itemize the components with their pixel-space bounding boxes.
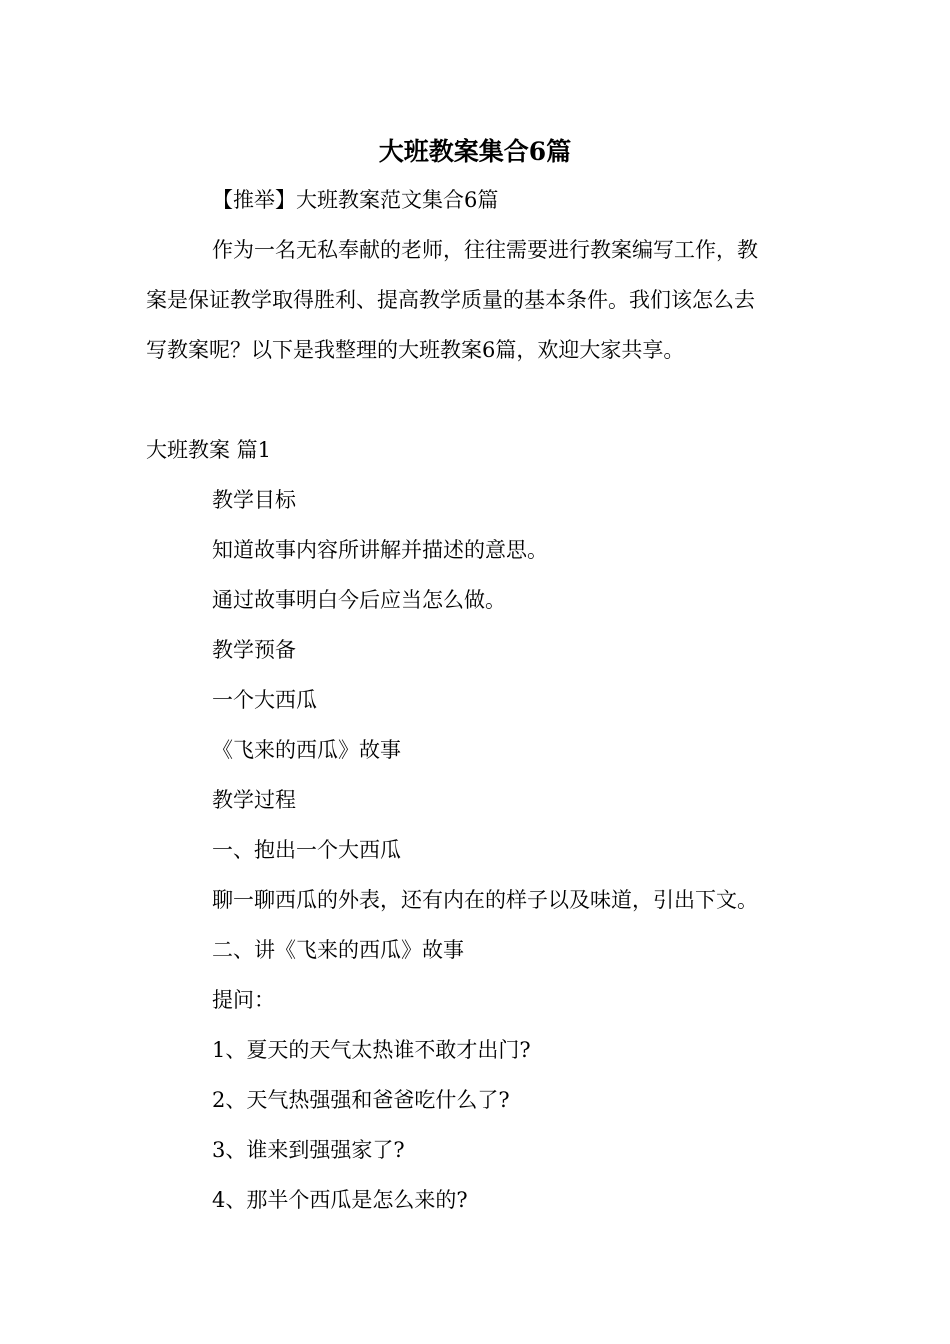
section-heading: 大班教案 篇1 <box>146 438 272 462</box>
body-line: 教学过程 <box>212 788 296 812</box>
intro-line-3: 写教案呢？以下是我整理的大班教案6篇，欢迎大家共享。 <box>146 338 685 362</box>
document-subtitle: 【推举】大班教案范文集合6篇 <box>212 188 499 212</box>
body-line: 2、天气热强强和爸爸吃什么了? <box>212 1088 510 1112</box>
body-line: 聊一聊西瓜的外表，还有内在的样子以及味道，引出下文。 <box>212 888 758 912</box>
body-line: 知道故事内容所讲解并描述的意思。 <box>212 538 548 562</box>
intro-line-2: 案是保证教学取得胜利、提高教学质量的基本条件。我们该怎么去 <box>146 288 755 312</box>
body-line: 教学目标 <box>212 488 296 512</box>
document-title: 大班教案集合6篇 <box>378 137 572 166</box>
body-line: 一、抱出一个大西瓜 <box>212 838 401 862</box>
body-line: 1、夏天的天气太热谁不敢才出门? <box>212 1038 531 1062</box>
body-line: 4、那半个西瓜是怎么来的? <box>212 1188 468 1212</box>
body-line: 教学预备 <box>212 638 296 662</box>
body-line: 《飞来的西瓜》故事 <box>212 738 401 762</box>
intro-line-1: 作为一名无私奉献的老师，往往需要进行教案编写工作，教 <box>212 238 758 262</box>
body-line: 提问： <box>212 988 275 1012</box>
body-line: 3、谁来到强强家了? <box>212 1138 405 1162</box>
body-line: 二、讲《飞来的西瓜》故事 <box>212 938 464 962</box>
body-line: 通过故事明白今后应当怎么做。 <box>212 588 506 612</box>
body-line: 一个大西瓜 <box>212 688 317 712</box>
